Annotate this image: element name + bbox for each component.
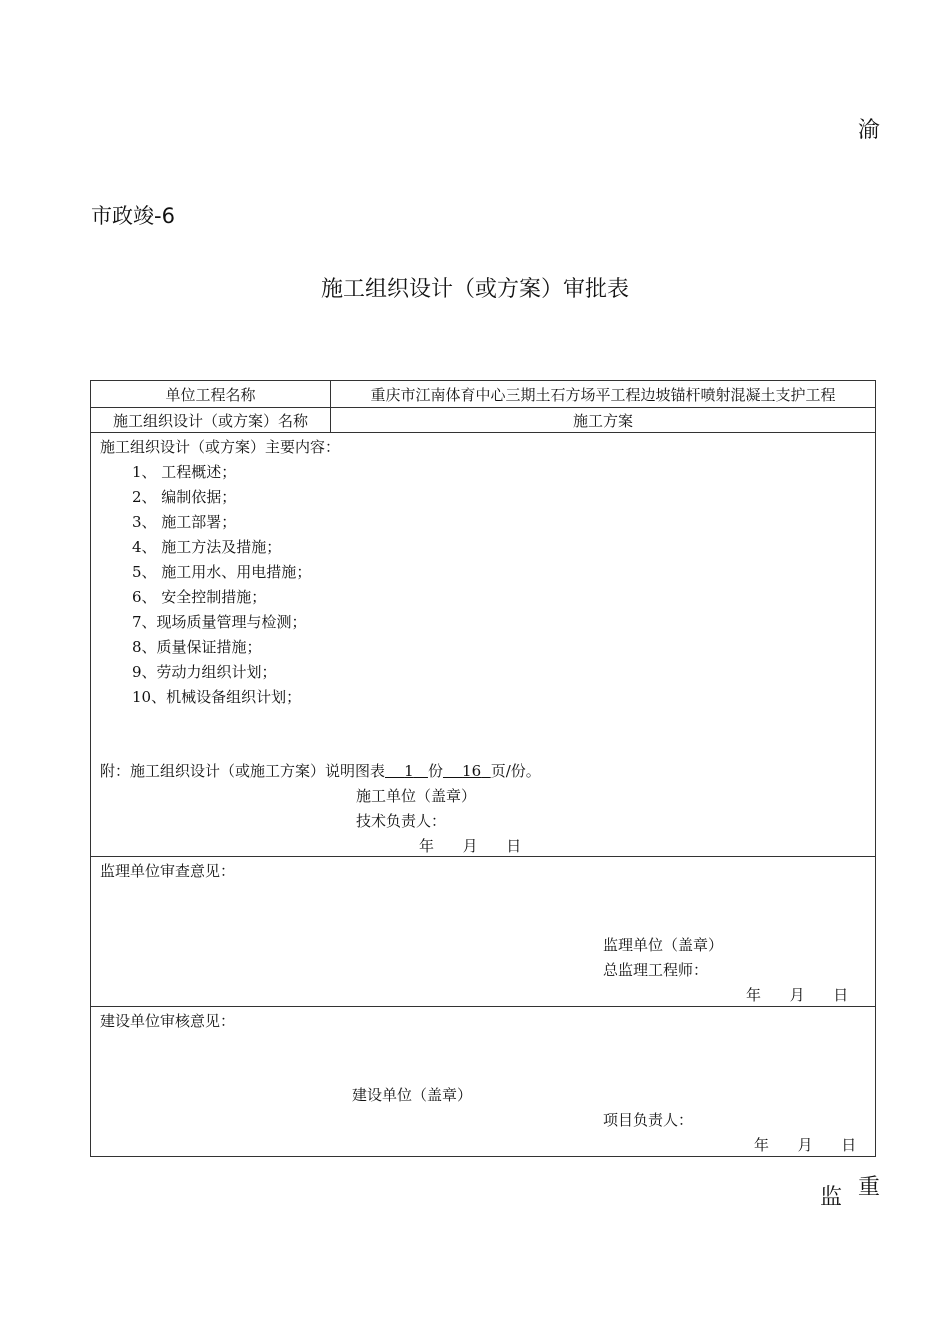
attachment-note <box>100 761 541 781</box>
project-name-value: 重庆市江南体育中心三期土石方场平工程边坡锚杆喷射混凝土支护工程 <box>370 385 836 404</box>
content-item: 4、 施工方法及措施； <box>132 538 282 556</box>
attachment-copies: 1 <box>404 762 414 780</box>
project-manager: 项目负责人： <box>603 1111 694 1129</box>
attachment-copies-unit: 份 <box>427 762 443 780</box>
content-item: 9、劳动力组织计划； <box>132 663 277 681</box>
plan-name-label: 施工组织设计（或方案）名称 <box>91 408 331 432</box>
main-content-section <box>91 433 875 857</box>
plan-name-row <box>91 408 875 433</box>
supervision-heading: 监理单位审查意见： <box>100 862 236 880</box>
approval-form-table <box>90 380 876 1157</box>
technical-lead: 技术负责人： <box>356 812 447 830</box>
content-item: 6、 安全控制措施； <box>132 588 267 606</box>
form-code: 市政竣-6 <box>91 204 175 228</box>
page-title: 施工组织设计（或方案）审批表 <box>320 277 629 302</box>
attachment-pages: 16 <box>462 762 482 780</box>
supervision-section <box>91 857 875 1007</box>
content-item: 3、 施工部署； <box>132 513 237 531</box>
header-corner-char: 渝 <box>858 118 881 143</box>
content-item: 8、质量保证措施； <box>132 638 262 656</box>
content-item: 7、现场质量管理与检测； <box>132 613 307 631</box>
content-heading: 施工组织设计（或方案）主要内容： <box>100 438 341 456</box>
attachment-prefix: 附：施工组织设计（或施工方案）说明图表 <box>100 762 386 780</box>
owner-heading: 建设单位审核意见： <box>100 1012 236 1030</box>
attachment-pages-unit: 页/份。 <box>490 762 541 780</box>
contractor-stamp: 施工单位（盖章） <box>356 787 477 805</box>
content-item: 1、 工程概述； <box>132 463 237 481</box>
supervision-date: 年 月 日 <box>746 986 849 1004</box>
contractor-date: 年 月 日 <box>419 837 522 855</box>
chief-supervisor: 总监理工程师： <box>603 961 709 979</box>
project-name-row <box>91 381 875 408</box>
supervision-stamp: 监理单位（盖章） <box>603 936 724 954</box>
content-item: 5、 施工用水、用电措施； <box>132 563 312 581</box>
content-item: 10、机械设备组织计划； <box>132 688 302 706</box>
footer-char: 监 <box>820 1185 843 1210</box>
owner-section <box>91 1007 875 1158</box>
content-item: 2、 编制依据； <box>132 488 237 506</box>
footer-char: 重 <box>858 1175 881 1200</box>
plan-name-value: 施工方案 <box>572 411 633 430</box>
project-name-label: 单位工程名称 <box>91 381 331 407</box>
owner-date: 年 月 日 <box>754 1136 857 1154</box>
owner-stamp: 建设单位（盖章） <box>352 1086 473 1104</box>
